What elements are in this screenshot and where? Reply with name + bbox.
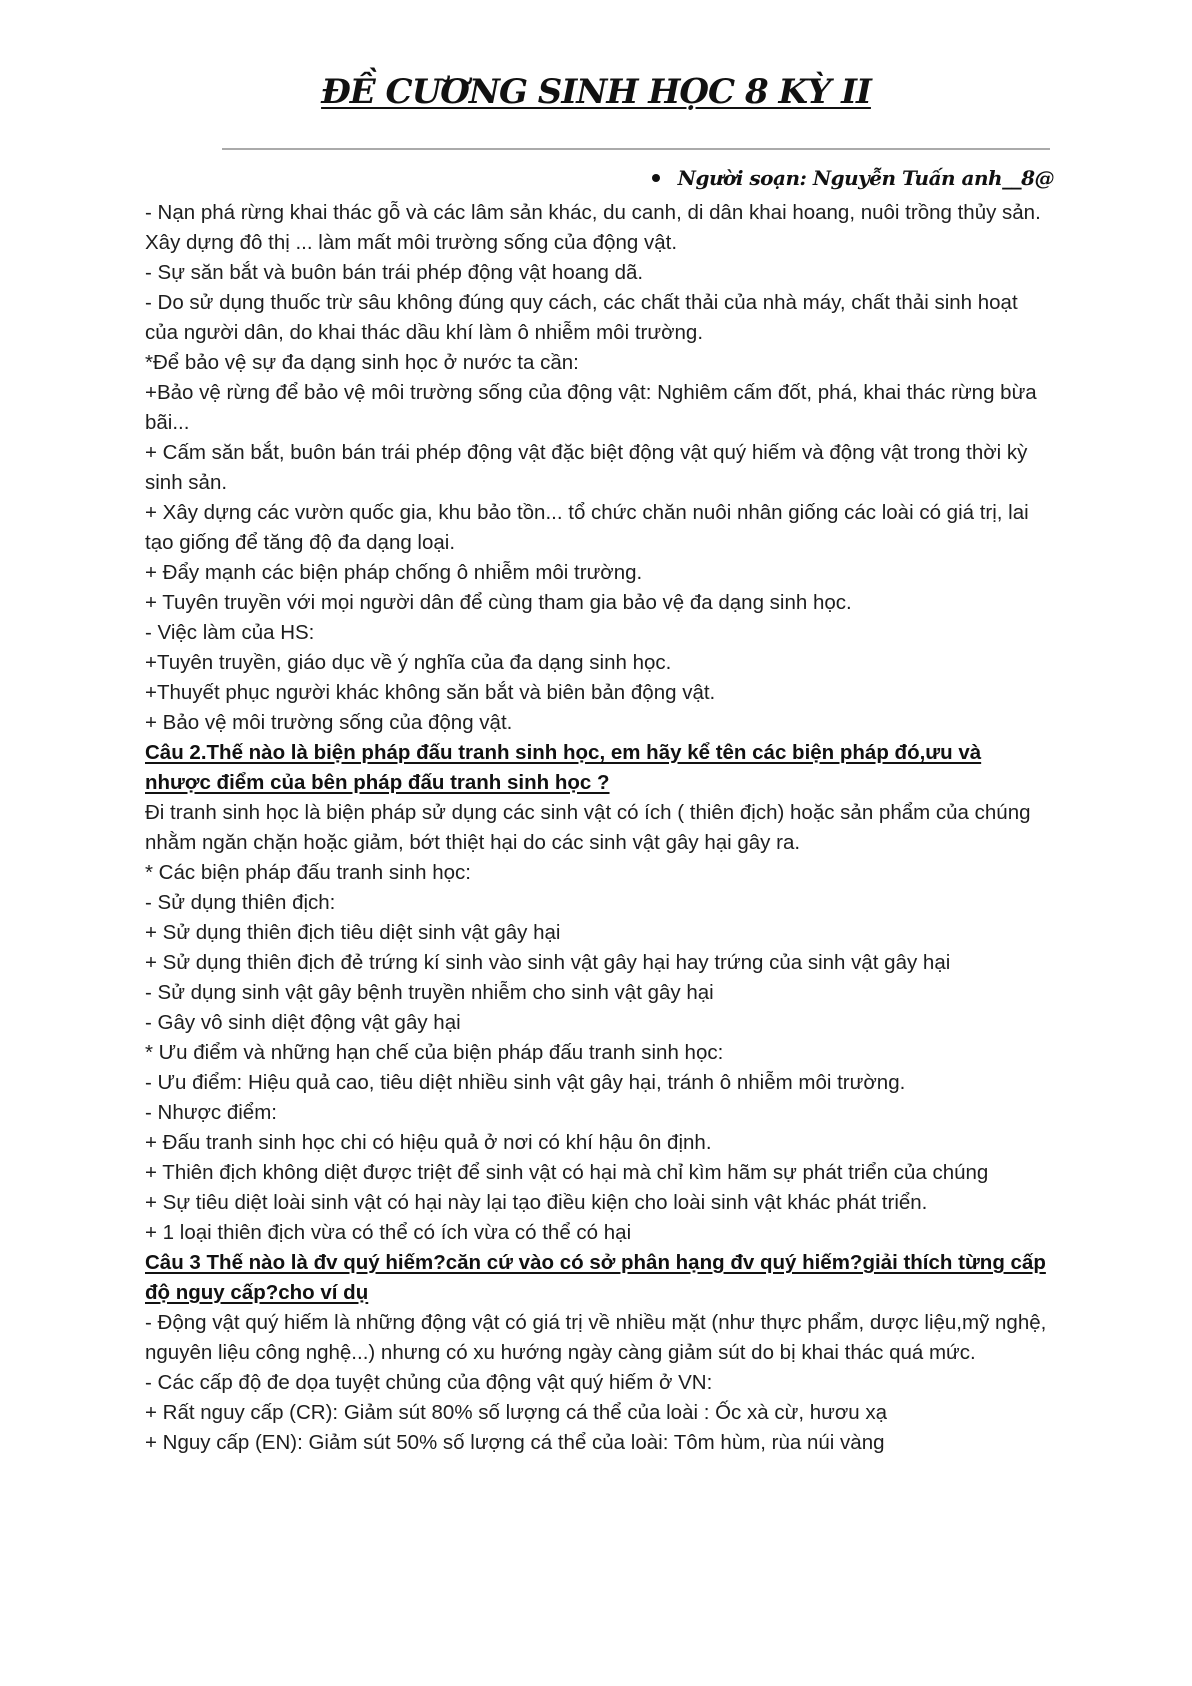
author-text: Người soạn: Nguyễn Tuấn anh__8@ [677, 166, 1054, 190]
paragraph: - Động vật quý hiếm là những động vật có giá trị về nhiều mặt (như thực phẩm, dược liệu,mỹ nghệ, nguyên liệu công nghệ...) nhưng có xu hướng ngày càng giảm sút do bị khai thác quá mức. [145, 1311, 1047, 1364]
bullet-icon [652, 174, 660, 182]
paragraph: + Cấm săn bắt, buôn bán trái phép động vật đặc biệt động vật quý hiếm và động vật trong thời kỳ sinh sản. [145, 441, 1028, 494]
question-heading-3: Câu 3 Thế nào là đv quý hiếm?căn cứ vào có sở phân hạng đv quý hiếm?giải thích từng cấp độ nguy cấp?cho ví dụ [145, 1251, 1046, 1304]
question-heading-2: Câu 2.Thế nào là biện pháp đấu tranh sinh học, em hãy kể tên các biện pháp đó,ưu và nhược điểm của bên pháp đấu tranh sinh học ? [145, 741, 982, 794]
paragraph: - Do sử dụng thuốc trừ sâu không đúng quy cách, các chất thải của nhà máy, chất thải sinh hoạt của người dân, do khai thác dầu khí làm ô nhiễm môi trường. [145, 291, 1018, 344]
paragraph: *Để bảo vệ sự đa dạng sinh học ở nước ta cần: [145, 351, 579, 374]
paragraph: +Tuyên truyền, giáo dục về ý nghĩa của đa dạng sinh học. [145, 651, 672, 674]
paragraph: + Thiên địch không diệt được triệt để sinh vật có hại mà chỉ kìm hãm sự phát triển của chúng [145, 1161, 989, 1184]
paragraph: - Việc làm của HS: [145, 621, 315, 644]
paragraph: + Bảo vệ môi trường sống của động vật. [145, 711, 513, 734]
paragraph: Đi tranh sinh học là biện pháp sử dụng các sinh vật có ích ( thiên địch) hoặc sản phẩm của chúng nhằm ngăn chặn hoặc giảm, bớt thiệt hại do các sinh vật gây hại gây ra. [145, 801, 1031, 854]
paragraph: - Các cấp độ đe dọa tuyệt chủng của động vật quý hiếm ở VN: [145, 1371, 713, 1394]
paragraph: + Tuyên truyền với mọi người dân để cùng tham gia bảo vệ đa dạng sinh học. [145, 591, 852, 614]
paragraph: * Ưu điểm và những hạn chế của biện pháp đấu tranh sinh học: [145, 1041, 724, 1064]
paragraph: +Thuyết phục người khác không săn bắt và biên bản động vật. [145, 681, 716, 704]
title-divider [222, 148, 1050, 150]
paragraph: - Nạn phá rừng khai thác gỗ và các lâm sản khác, du canh, di dân khai hoang, nuôi trồng thủy sản. Xây dựng đô thị ... làm mất môi trường sống của động vật. [145, 201, 1041, 254]
paragraph: + Rất nguy cấp (CR): Giảm sút 80% số lượng cá thể của loài : Ốc xà cừ, hươu xạ [145, 1401, 888, 1424]
paragraph: + 1 loại thiên địch vừa có thể có ích vừa có thể có hại [145, 1221, 632, 1244]
paragraph: + Sự tiêu diệt loài sinh vật có hại này lại tạo điều kiện cho loài sinh vật khác phát triển. [145, 1191, 928, 1214]
paragraph: + Sử dụng thiên địch đẻ trứng kí sinh vào sinh vật gây hại hay trứng của sinh vật gây hại [145, 951, 951, 974]
paragraph: + Xây dựng các vườn quốc gia, khu bảo tồn... tổ chức chăn nuôi nhân giống các loài có giá trị, lai tạo giống để tăng độ đa dạng loại. [145, 501, 1029, 554]
paragraph: - Sử dụng sinh vật gây bệnh truyền nhiễm cho sinh vật gây hại [145, 981, 714, 1004]
paragraph: - Gây vô sinh diệt động vật gây hại [145, 1011, 461, 1034]
paragraph: + Nguy cấp (EN): Giảm sút 50% số lượng cá thể của loài: Tôm hùm, rùa núi vàng [145, 1431, 885, 1454]
author-line [652, 166, 1054, 190]
paragraph: - Sự săn bắt và buôn bán trái phép động vật hoang dã. [145, 261, 644, 284]
document-title: ĐỀ CƯƠNG SINH HỌC 8 KỲ II [321, 72, 871, 112]
paragraph: - Nhược điểm: [145, 1101, 277, 1124]
paragraph: + Đấu tranh sinh học chi có hiệu quả ở nơi có khí hậu ôn định. [145, 1131, 712, 1154]
paragraph: - Sử dụng thiên địch: [145, 891, 336, 914]
paragraph: + Sử dụng thiên địch tiêu diệt sinh vật gây hại [145, 921, 561, 944]
paragraph: * Các biện pháp đấu tranh sinh học: [145, 861, 471, 884]
paragraph: +Bảo vệ rừng để bảo vệ môi trường sống của động vật: Nghiêm cấm đốt, phá, khai thác rừng bừa bãi... [145, 381, 1037, 434]
paragraph: + Đẩy mạnh các biện pháp chống ô nhiễm môi trường. [145, 561, 643, 584]
paragraph: - Ưu điểm: Hiệu quả cao, tiêu diệt nhiều sinh vật gây hại, tránh ô nhiễm môi trường. [145, 1071, 906, 1094]
document-body [145, 198, 1050, 1458]
